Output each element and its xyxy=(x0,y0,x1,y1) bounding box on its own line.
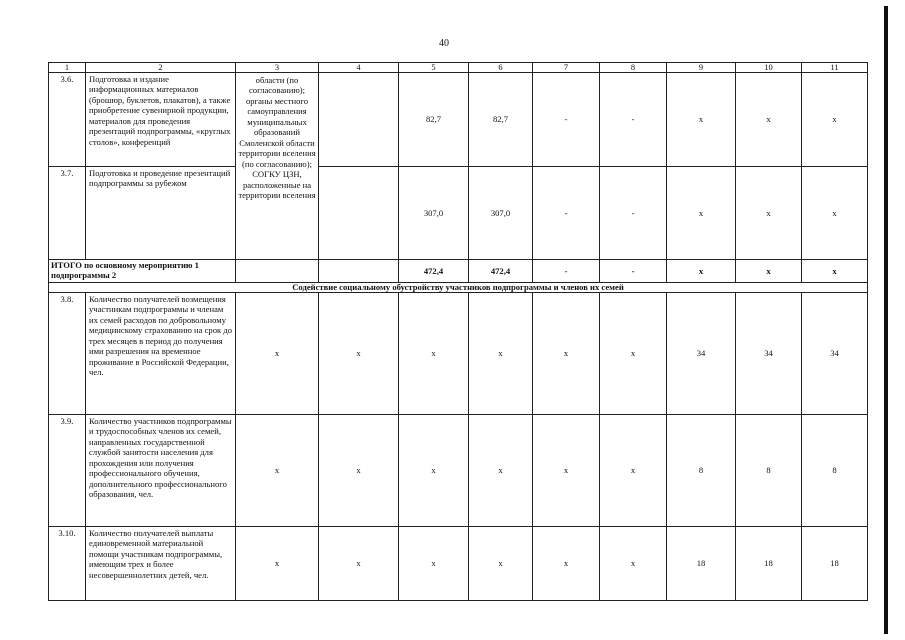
row-description: Подготовка и издание информационных материалов (брошюр, буклетов, плакатов), а также приобретение сувенирной продукции, материалов для проведения презентаций подпрограммы, «круглых столов», конференций xyxy=(86,73,236,167)
cell: - xyxy=(533,260,600,283)
column-number: 1 xyxy=(49,63,86,73)
row-number: 3.10. xyxy=(49,527,86,601)
cell: x xyxy=(319,415,399,527)
section-header-row xyxy=(49,283,868,293)
cell: x xyxy=(667,260,736,283)
cell: 307,0 xyxy=(469,167,533,260)
row-description: Подготовка и проведение презентаций подпрограммы за рубежом xyxy=(86,167,236,260)
cell: - xyxy=(600,260,667,283)
row-number: 3.8. xyxy=(49,293,86,415)
cell: - xyxy=(600,167,667,260)
cell: x xyxy=(600,293,667,415)
cell: x xyxy=(802,73,868,167)
cell: x xyxy=(236,527,319,601)
column-number: 2 xyxy=(86,63,236,73)
cell: x xyxy=(236,415,319,527)
cell: - xyxy=(533,167,600,260)
cell: 34 xyxy=(736,293,802,415)
row-description: Количество получателей выплаты единовременной материальной помощи участникам подпрограммы, имеющим трех и более несовершеннолетних детей, чел. xyxy=(86,527,236,601)
cell xyxy=(236,260,319,283)
cell: 8 xyxy=(667,415,736,527)
section-title: Содействие социальному обустройству участников подпрограммы и членов их семей xyxy=(49,283,868,293)
cell: x xyxy=(236,293,319,415)
cell: x xyxy=(667,73,736,167)
cell: 34 xyxy=(802,293,868,415)
budget-table xyxy=(48,62,868,601)
column-number: 4 xyxy=(319,63,399,73)
cell: x xyxy=(736,260,802,283)
cell: x xyxy=(736,167,802,260)
cell: x xyxy=(399,415,469,527)
column-number: 3 xyxy=(236,63,319,73)
cell: x xyxy=(319,293,399,415)
cell: x xyxy=(469,293,533,415)
cell: 82,7 xyxy=(469,73,533,167)
cell: 8 xyxy=(736,415,802,527)
cell: x xyxy=(533,527,600,601)
total-label: ИТОГО по основному мероприятию 1 подпрограммы 2 xyxy=(49,260,236,283)
cell: x xyxy=(802,167,868,260)
table-row xyxy=(49,167,868,260)
column-number: 8 xyxy=(600,63,667,73)
row-number: 3.6. xyxy=(49,73,86,167)
cell: - xyxy=(533,73,600,167)
cell: x xyxy=(533,415,600,527)
column-number: 11 xyxy=(802,63,868,73)
executor-cell: области (по согласованию); органы местного самоуправления муниципальных образований Смоленской области территории вселения (по согласованию); СОГКУ ЦЗН, расположенные на территории вселения xyxy=(236,73,319,260)
cell: x xyxy=(533,293,600,415)
cell: x xyxy=(469,527,533,601)
page-number: 40 xyxy=(439,38,449,49)
cell: 82,7 xyxy=(399,73,469,167)
row-number: 3.9. xyxy=(49,415,86,527)
column-number: 5 xyxy=(399,63,469,73)
cell: 18 xyxy=(736,527,802,601)
cell: x xyxy=(600,415,667,527)
cell: 8 xyxy=(802,415,868,527)
cell: x xyxy=(399,527,469,601)
cell: x xyxy=(736,73,802,167)
cell xyxy=(319,260,399,283)
column-number: 9 xyxy=(667,63,736,73)
cell: 18 xyxy=(802,527,868,601)
row-number: 3.7. xyxy=(49,167,86,260)
cell: x xyxy=(667,167,736,260)
total-row xyxy=(49,260,868,283)
column-number: 10 xyxy=(736,63,802,73)
row-description: Количество участников подпрограммы и трудоспособных членов их семей, направленных государственной службой занятости населения для прохождения или получения профессионального обучения, дополнительного профессионального образования, чел. xyxy=(86,415,236,527)
cell: x xyxy=(600,527,667,601)
cell xyxy=(319,73,399,167)
cell: - xyxy=(600,73,667,167)
cell xyxy=(319,167,399,260)
cell: 307,0 xyxy=(399,167,469,260)
cell: 472,4 xyxy=(469,260,533,283)
table-row xyxy=(49,415,868,527)
column-number-row xyxy=(49,63,868,73)
table-row xyxy=(49,293,868,415)
cell: 18 xyxy=(667,527,736,601)
column-number: 6 xyxy=(469,63,533,73)
row-description: Количество получателей возмещения участникам подпрограммы и членам их семей расходов по добровольному медицинскому страхованию на срок до трех месяцев в период до получения ими разрешения на временное проживание в Российской Федерации, чел. xyxy=(86,293,236,415)
scan-edge-bar xyxy=(884,6,888,634)
table-row xyxy=(49,73,868,167)
cell: x xyxy=(319,527,399,601)
column-number: 7 xyxy=(533,63,600,73)
cell: x xyxy=(802,260,868,283)
table-row xyxy=(49,527,868,601)
cell: x xyxy=(399,293,469,415)
cell: 34 xyxy=(667,293,736,415)
cell: 472,4 xyxy=(399,260,469,283)
cell: x xyxy=(469,415,533,527)
